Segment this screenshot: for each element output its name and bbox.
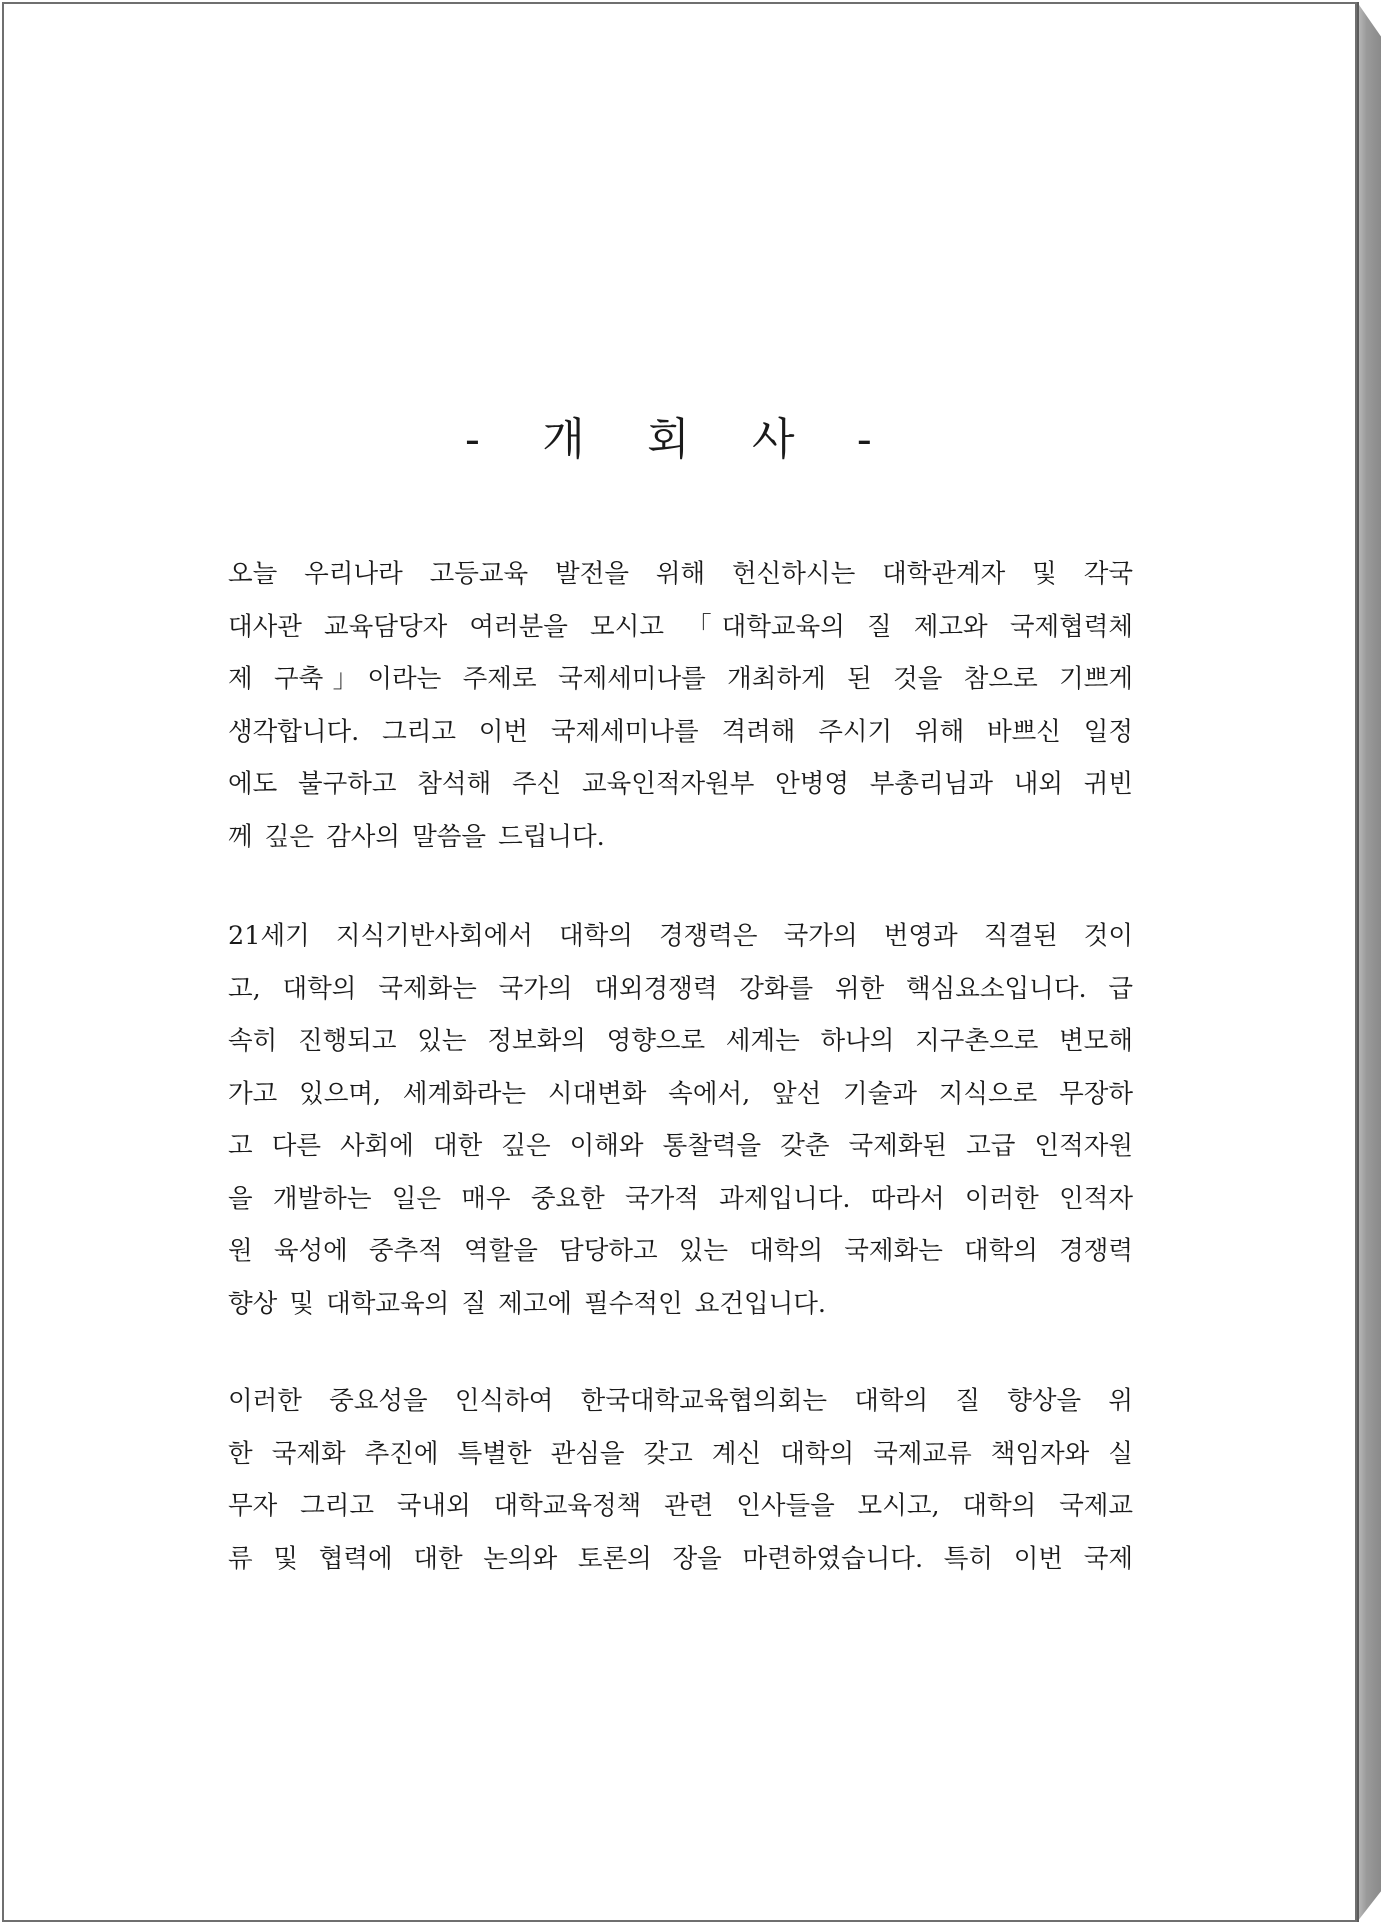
text-line: 제 구축」이라는 주제로 국제세미나를 개최하게 된 것을 참으로 기쁘게 bbox=[228, 664, 1133, 694]
page-stack-edge bbox=[1357, 2, 1381, 1922]
text-line: 원 육성에 중추적 역할을 담당하고 있는 대학의 국제화는 대학의 경쟁력 bbox=[228, 1236, 1133, 1266]
text-line: 을 개발하는 일은 매우 중요한 국가적 과제입니다. 따라서 이러한 인적자 bbox=[228, 1183, 1133, 1214]
text-line: 향상 및 대학교육의 질 제고에 필수적인 요건입니다. bbox=[228, 1288, 827, 1319]
text-line: 고 다른 사회에 대한 깊은 이해와 통찰력을 갖춘 국제화된 고급 인적자원 bbox=[228, 1131, 1133, 1161]
text-line: 에도 불구하고 참석해 주신 교육인적자원부 안병영 부총리님과 내외 귀빈 bbox=[228, 769, 1133, 799]
text-line: 오늘 우리나라 고등교육 발전을 위해 헌신하시는 대학관계자 및 각국 bbox=[228, 559, 1133, 589]
page-title: - 개 회 사 - bbox=[465, 414, 896, 465]
paragraph-1 bbox=[228, 548, 1133, 863]
text-line: 께 깊은 감사의 말씀을 드립니다. bbox=[228, 821, 605, 852]
text-line: 21세기 지식기반사회에서 대학의 경쟁력은 국가의 번영과 직결된 것이 bbox=[228, 921, 1133, 951]
page-edge-line bbox=[1357, 2, 1359, 1922]
text-line: 생각합니다. 그리고 이번 국제세미나를 격려해 주시기 위해 바쁘신 일정 bbox=[228, 716, 1133, 747]
text-line: 고, 대학의 국제화는 국가의 대외경쟁력 강화를 위한 핵심요소입니다. 급 bbox=[228, 973, 1133, 1004]
paragraph-3 bbox=[228, 1375, 1133, 1585]
text-line: 한 국제화 추진에 특별한 관심을 갖고 계신 대학의 국제교류 책임자와 실 bbox=[228, 1438, 1133, 1469]
paragraph-2 bbox=[228, 910, 1133, 1330]
text-line: 가고 있으며, 세계화라는 시대변화 속에서, 앞선 기술과 지식으로 무장하 bbox=[228, 1078, 1133, 1109]
text-line: 이러한 중요성을 인식하여 한국대학교육협의회는 대학의 질 향상을 위 bbox=[228, 1386, 1133, 1416]
text-line: 대사관 교육담당자 여러분을 모시고 「대학교육의 질 제고와 국제협력체 bbox=[228, 611, 1133, 642]
text-line: 무자 그리고 국내외 대학교육정책 관련 인사들을 모시고, 대학의 국제교 bbox=[228, 1491, 1133, 1521]
text-line: 류 및 협력에 대한 논의와 토론의 장을 마련하였습니다. 특히 이번 국제 bbox=[228, 1543, 1133, 1574]
text-line: 속히 진행되고 있는 정보화의 영향으로 세계는 하나의 지구촌으로 변모해 bbox=[228, 1026, 1133, 1056]
